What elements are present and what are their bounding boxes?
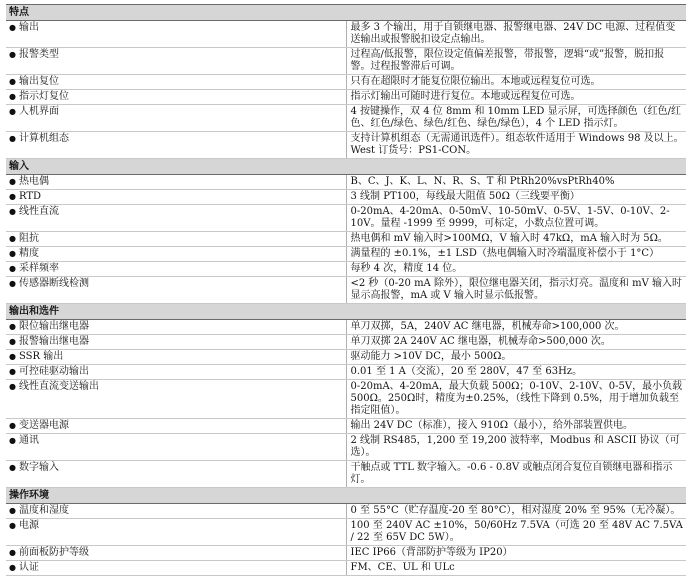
spec-label: 采样频率 — [19, 263, 59, 274]
spec-label-cell — [6, 546, 346, 561]
spec-value: 每秒 4 次，精度 14 位。 — [346, 262, 686, 277]
spec-value: 0-20mA、4-20mA，最大负载 500Ω；0-10V、2-10V、0-5V，最小负载 500Ω。250Ω时，精度为±0.25%，（线性下降到 0.5%，用于增加负载至指定阻值）。 — [346, 380, 686, 419]
spec-label: 输出 — [19, 22, 39, 33]
spec-value: 3 线制 PT100，每线最大阻值 50Ω（三线要平衡） — [346, 190, 686, 205]
spec-value: 指示灯输出可随时进行复位。本地或远程复位可选。 — [346, 90, 686, 105]
spec-label-cell — [6, 419, 346, 434]
bullet-icon: ● — [9, 548, 16, 557]
spec-row — [6, 247, 686, 262]
bullet-icon: ● — [9, 23, 16, 32]
bullet-icon: ● — [9, 436, 16, 445]
spec-label: 前面板防护等级 — [19, 547, 89, 558]
spec-value: 单刀双掷，5A，240V AC 继电器，机械寿命>100,000 次。 — [346, 320, 686, 335]
spec-label-cell — [6, 350, 346, 365]
spec-value: B、C、J、K、L、N、R、S、T 和 PtRh20%vsPtRh40% — [346, 175, 686, 190]
spec-row — [6, 48, 686, 75]
spec-row — [6, 365, 686, 380]
spec-value: 2 线制 RS485，1,200 至 19,200 波特率，Modbus 和 ASCII 协议（可选）。 — [346, 434, 686, 461]
bullet-icon: ● — [9, 367, 16, 376]
spec-value: 最多 3 个输出，用于自锁继电器、报警继电器、24V DC 电源、过程值变送输出或报警脱扣设定点输出。 — [346, 21, 686, 48]
section-title: 特点 — [6, 5, 686, 21]
bullet-icon: ● — [9, 207, 16, 216]
spec-value: 支持计算机组态（无需通讯选件）。组态软件适用于 Windows 98 及以上。West 订货号：PS1-CON。 — [346, 132, 686, 159]
spec-label: 指示灯复位 — [19, 91, 69, 102]
bullet-icon: ● — [9, 77, 16, 86]
spec-label: 阻抗 — [19, 233, 39, 244]
spec-row — [6, 205, 686, 232]
bullet-icon: ● — [9, 192, 16, 201]
section-header — [6, 5, 686, 21]
spec-row — [6, 262, 686, 277]
spec-label: 传感器断线检测 — [19, 278, 89, 289]
section-header — [6, 304, 686, 320]
spec-label: 数字输入 — [19, 462, 59, 473]
spec-label: 报警类型 — [19, 49, 59, 60]
spec-row — [6, 434, 686, 461]
spec-value: IEC IP66（背部防护等级为 IP20） — [346, 546, 686, 561]
spec-row — [6, 561, 686, 576]
spec-value: <2 秒（0-20 mA 除外），限位继电器关闭，指示灯亮。温度和 mV 输入时显示高报警，mA 或 V 输入时显示低报警。 — [346, 277, 686, 304]
bullet-icon: ● — [9, 249, 16, 258]
spec-label-cell — [6, 380, 346, 419]
spec-label: RTD — [19, 191, 42, 202]
spec-value: 100 至 240V AC ±10%，50/60Hz 7.5VA（可选 20 至 48V AC 7.5VA / 22 至 65V DC 5W）。 — [346, 519, 686, 546]
bullet-icon: ● — [9, 177, 16, 186]
spec-label: 认证 — [19, 562, 39, 573]
spec-label-cell — [6, 519, 346, 546]
spec-row — [6, 105, 686, 132]
spec-label: 线性直流变送输出 — [19, 381, 99, 392]
spec-value: 满量程的 ±0.1%，±1 LSD（热电偶输入时冷端温度补偿小于 1°C） — [346, 247, 686, 262]
spec-value: 单刀双掷 2A 240V AC 继电器，机械寿命>500,000 次。 — [346, 335, 686, 350]
section-title: 输入 — [6, 159, 686, 175]
spec-label-cell — [6, 232, 346, 247]
spec-label: 变送器电源 — [19, 420, 69, 431]
spec-label: 线性直流 — [19, 206, 59, 217]
bullet-icon: ● — [9, 107, 16, 116]
spec-row — [6, 335, 686, 350]
spec-row — [6, 380, 686, 419]
spec-label-cell — [6, 262, 346, 277]
spec-label-cell — [6, 21, 346, 48]
spec-label: 计算机组态 — [19, 133, 69, 144]
spec-label-cell — [6, 365, 346, 380]
spec-label: 人机界面 — [19, 106, 59, 117]
spec-row — [6, 461, 686, 488]
spec-value: 热电偶和 mV 输入时>100MΩ，V 输入时 47kΩ，mA 输入时为 5Ω。 — [346, 232, 686, 247]
spec-label-cell — [6, 48, 346, 75]
spec-row — [6, 175, 686, 190]
spec-value: 输出 24V DC（标准），接入 910Ω（最小），给外部装置供电。 — [346, 419, 686, 434]
spec-row — [6, 504, 686, 519]
spec-sheet — [6, 4, 686, 576]
spec-row — [6, 320, 686, 335]
spec-label-cell — [6, 90, 346, 105]
bullet-icon: ● — [9, 352, 16, 361]
spec-row — [6, 277, 686, 304]
bullet-icon: ● — [9, 506, 16, 515]
spec-row — [6, 232, 686, 247]
bullet-icon: ● — [9, 134, 16, 143]
bullet-icon: ● — [9, 382, 16, 391]
bullet-icon: ● — [9, 563, 16, 572]
spec-label-cell — [6, 461, 346, 488]
spec-label-cell — [6, 105, 346, 132]
spec-label: 可控硅驱动输出 — [19, 366, 89, 377]
bullet-icon: ● — [9, 50, 16, 59]
spec-table — [6, 4, 686, 576]
spec-value: 只有在超限时才能复位限位输出。本地或远程复位可选。 — [346, 75, 686, 90]
bullet-icon: ● — [9, 264, 16, 273]
spec-value: 0 至 55°C（贮存温度-20 至 80°C），相对湿度 20% 至 95%（无冷凝）。 — [346, 504, 686, 519]
spec-label-cell — [6, 434, 346, 461]
section-header — [6, 488, 686, 504]
spec-value: FM、CE、UL 和 ULc — [346, 561, 686, 576]
spec-label-cell — [6, 175, 346, 190]
spec-label-cell — [6, 190, 346, 205]
spec-value: 干触点或 TTL 数字输入。-0.6 - 0.8V 或触点闭合复位自锁继电器和指示灯。 — [346, 461, 686, 488]
spec-value: 0.01 至 1 A（交流），20 至 280V，47 至 63Hz。 — [346, 365, 686, 380]
spec-value: 4 按键操作，双 4 位 8mm 和 10mm LED 显示屏，可选择颜色（红色/红色、红色/绿色、绿色/红色、绿色/绿色），4 个 LED 指示灯。 — [346, 105, 686, 132]
spec-row — [6, 519, 686, 546]
spec-label-cell — [6, 75, 346, 90]
spec-value: 0-20mA、4-20mA、0-50mV、10-50mV、0-5V、1-5V、0-10V、2-10V。量程 -1999 至 9999，可标定，小数点位置可调。 — [346, 205, 686, 232]
spec-label-cell — [6, 561, 346, 576]
spec-label: 报警输出继电器 — [19, 336, 89, 347]
spec-label-cell — [6, 504, 346, 519]
bullet-icon: ● — [9, 322, 16, 331]
spec-label: 温度和湿度 — [19, 505, 69, 516]
bullet-icon: ● — [9, 421, 16, 430]
spec-label: 精度 — [19, 248, 39, 259]
spec-row — [6, 546, 686, 561]
spec-label: 输出复位 — [19, 76, 59, 87]
bullet-icon: ● — [9, 337, 16, 346]
bullet-icon: ● — [9, 234, 16, 243]
spec-label: 限位输出继电器 — [19, 321, 89, 332]
spec-value: 过程高/低报警，限位设定值偏差报警，带报警，逻辑“或”报警，脱扣报警。过程报警滞后可调。 — [346, 48, 686, 75]
spec-row — [6, 190, 686, 205]
spec-value: 驱动能力 >10V DC，最小 500Ω。 — [346, 350, 686, 365]
spec-row — [6, 21, 686, 48]
section-title: 操作环境 — [6, 488, 686, 504]
section-title: 输出和选件 — [6, 304, 686, 320]
spec-label-cell — [6, 335, 346, 350]
bullet-icon: ● — [9, 521, 16, 530]
spec-row — [6, 350, 686, 365]
bullet-icon: ● — [9, 92, 16, 101]
spec-row — [6, 75, 686, 90]
spec-label: 热电偶 — [19, 176, 49, 187]
spec-label: 电源 — [19, 520, 39, 531]
spec-row — [6, 419, 686, 434]
spec-row — [6, 90, 686, 105]
section-header — [6, 159, 686, 175]
spec-label-cell — [6, 247, 346, 262]
bullet-icon: ● — [9, 463, 16, 472]
spec-label: 通讯 — [19, 435, 39, 446]
spec-label: SSR 输出 — [19, 351, 64, 362]
bullet-icon: ● — [9, 279, 16, 288]
spec-label-cell — [6, 277, 346, 304]
spec-label-cell — [6, 320, 346, 335]
spec-label-cell — [6, 205, 346, 232]
spec-label-cell — [6, 132, 346, 159]
spec-row — [6, 132, 686, 159]
